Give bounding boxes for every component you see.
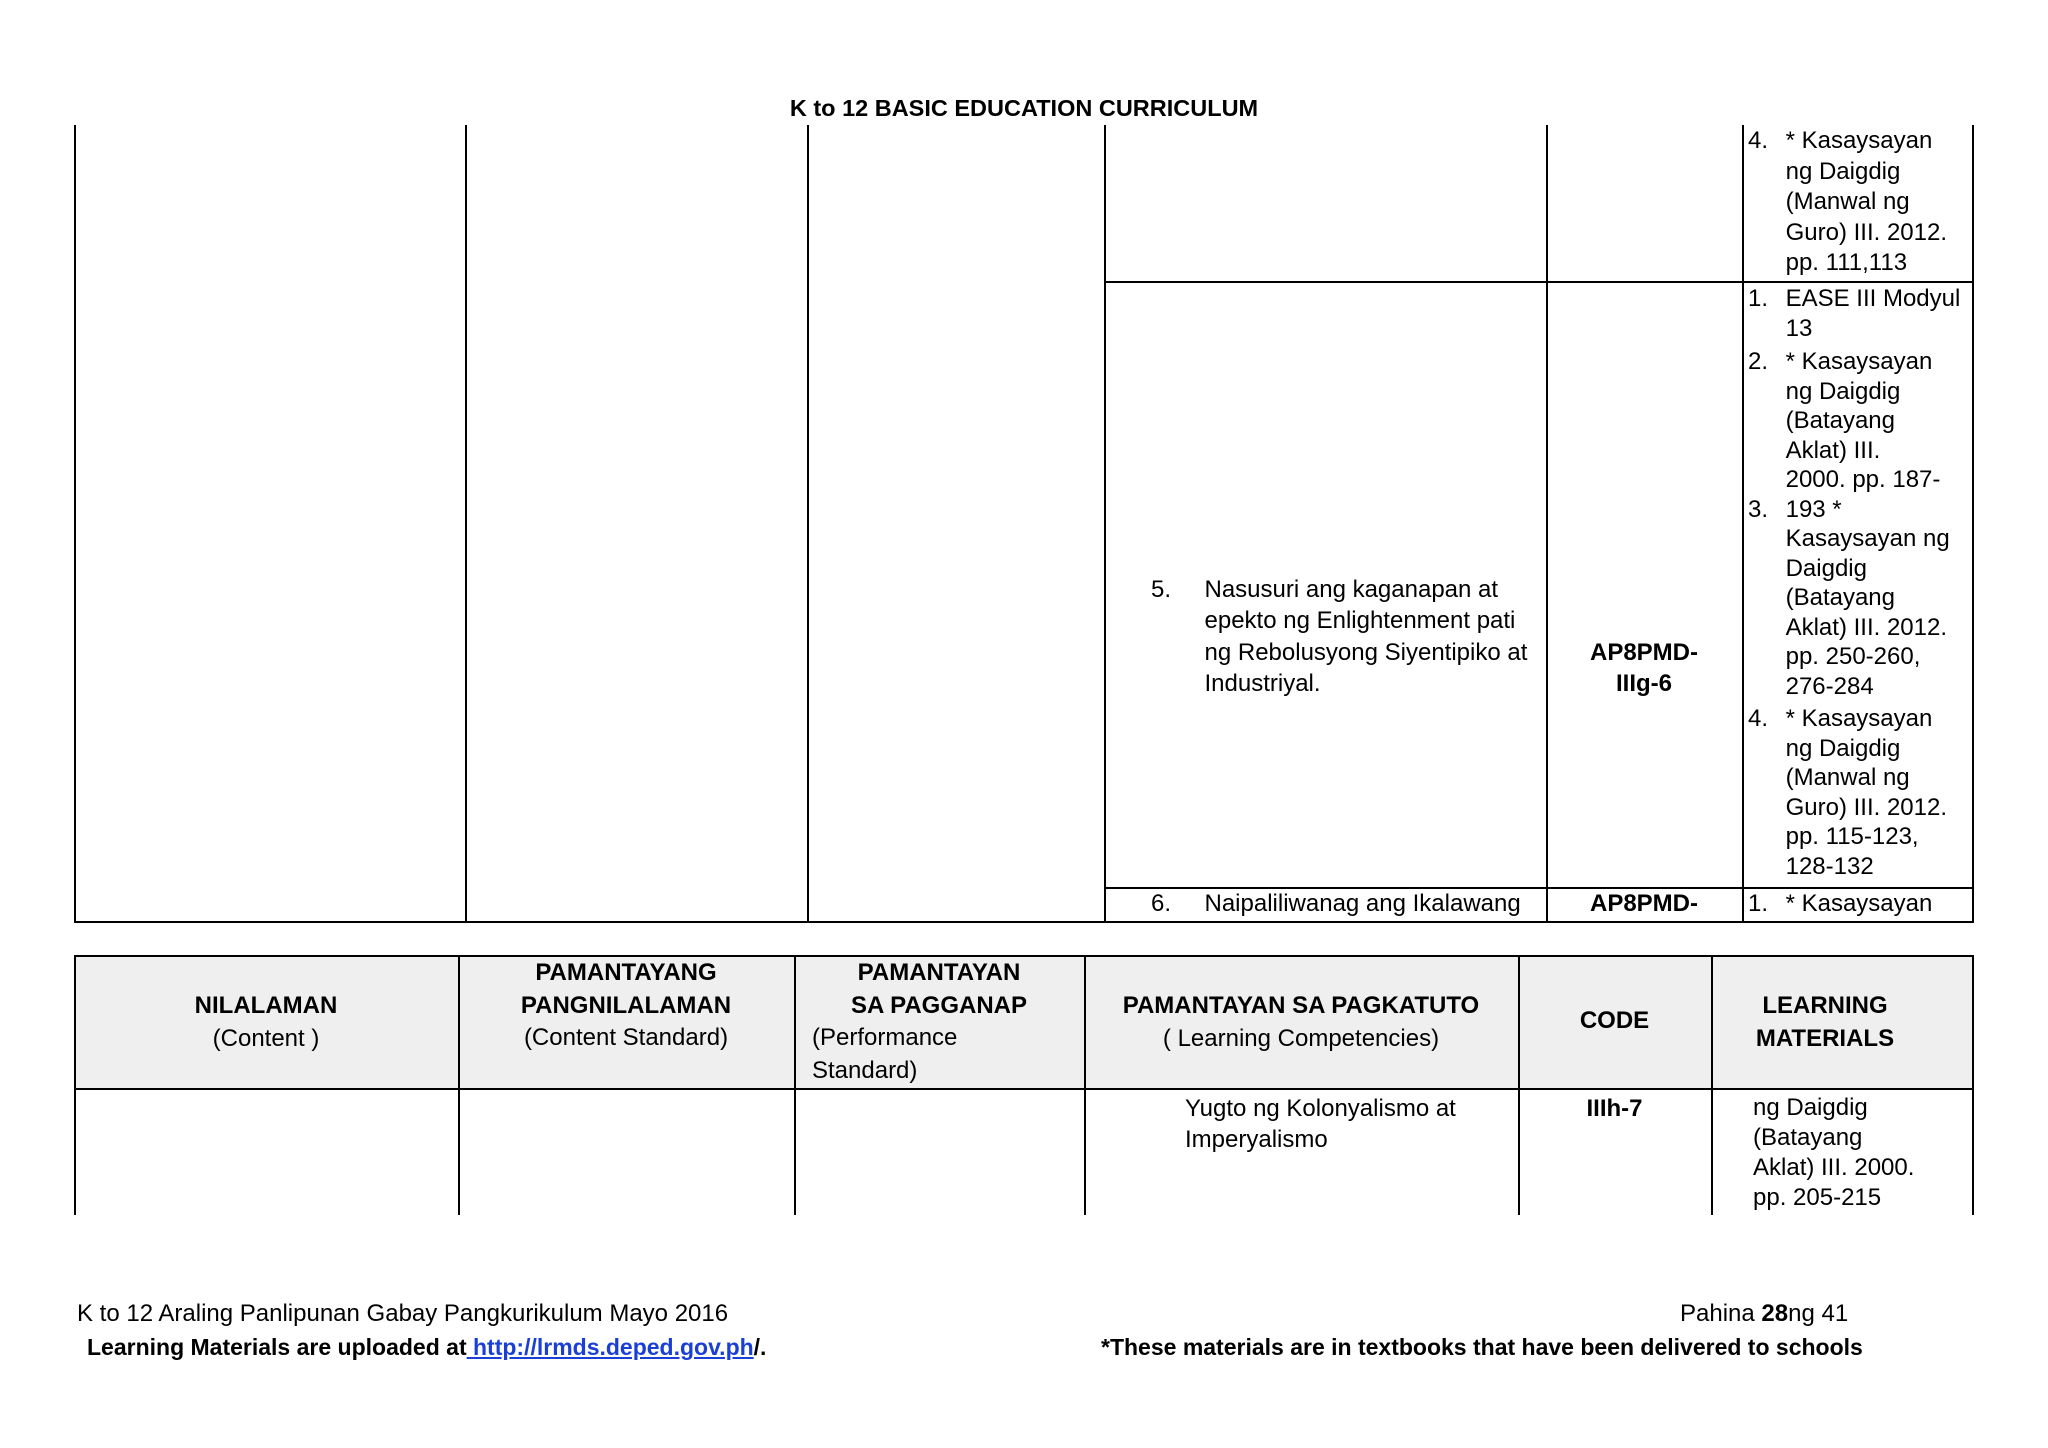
- material-line: 13: [1785, 314, 1813, 342]
- material-item-text: [1786, 495, 1950, 702]
- material-item-number: 1.: [1748, 285, 1769, 312]
- material-line: EASE III Modyul: [1785, 285, 1961, 312]
- material-line: Aklat) III. 2012.: [1785, 613, 1948, 641]
- column-divider: [465, 125, 467, 922]
- learning-competency-text: [1185, 1093, 1456, 1155]
- material-line: (Manwal ng: [1785, 764, 1910, 791]
- column-header-learning-materials: [1711, 990, 1939, 1055]
- competency-text: [1205, 574, 1528, 699]
- competency-line: ng Rebolusyong Siyentipiko at: [1204, 638, 1528, 666]
- learning-material-item: [1748, 704, 1947, 881]
- table-border-right: [1972, 125, 1974, 922]
- material-line: ng Daigdig: [1753, 1094, 1868, 1121]
- page-number-prefix: Pahina: [1680, 1300, 1762, 1327]
- uploaded-notice: [87, 1332, 766, 1362]
- page-title: K to 12 BASIC EDUCATION CURRICULUM: [789, 95, 1259, 121]
- learning-material-item: [1748, 495, 1950, 702]
- material-line: ng Daigdig: [1785, 377, 1901, 405]
- column-header-title: LEARNING: [1762, 992, 1888, 1019]
- material-item-text: [1786, 347, 1941, 495]
- uploaded-notice-after: /.: [753, 1334, 767, 1360]
- uploaded-notice-text: Learning Materials are uploaded at: [87, 1334, 467, 1360]
- learning-competency-item: [1151, 889, 1521, 919]
- column-header-subtitle: (Content Standard): [523, 1024, 729, 1051]
- column-header-title: SA PAGGANAP: [850, 991, 1027, 1019]
- column-header-title: PAMANTAYANG: [535, 959, 717, 986]
- header-row-divider: [74, 1088, 1974, 1090]
- column-header-title: CODE: [1579, 1007, 1650, 1034]
- lrmds-link[interactable]: http://lrmds.deped.gov.ph: [466, 1334, 754, 1360]
- material-line: 2000. pp. 187-: [1785, 466, 1941, 493]
- material-line: * Kasaysayan: [1785, 705, 1933, 732]
- table-border-left: [74, 125, 76, 922]
- column-divider: [1104, 125, 1106, 922]
- learning-material-text: [1753, 1093, 1914, 1213]
- material-line: (Batayang: [1753, 1124, 1863, 1151]
- learning-material-item: [1748, 889, 1932, 919]
- competency-code: [1546, 637, 1742, 700]
- material-line: 193 *: [1785, 495, 1842, 523]
- table-border-right: [1972, 955, 1974, 1215]
- material-item-number: 2.: [1748, 348, 1769, 375]
- column-header-subtitle: (Performance: [812, 1024, 958, 1051]
- column-header-title: PAMANTAYAN SA PAGKATUTO: [1122, 992, 1480, 1019]
- material-item-number: 4.: [1748, 705, 1769, 732]
- column-header-learning-competencies: [1084, 990, 1518, 1055]
- code-line: AP8PMD-: [1589, 890, 1698, 917]
- material-item-text: [1786, 126, 1947, 279]
- material-line: pp. 250-260,: [1785, 643, 1921, 670]
- column-header-title: MATERIALS: [1755, 1024, 1895, 1052]
- column-header-content-standard: [458, 957, 794, 1055]
- column-header-title: NILALAMAN: [194, 992, 338, 1019]
- column-divider: [1546, 125, 1548, 922]
- material-item-text: [1786, 704, 1947, 881]
- column-divider: [1518, 955, 1520, 1215]
- material-line: ng Daigdig: [1785, 157, 1901, 185]
- competency-number: 6.: [1151, 890, 1172, 917]
- learning-material-item: [1748, 284, 1960, 343]
- material-line: pp. 115-123,: [1785, 823, 1919, 850]
- material-line: (Batayang: [1785, 584, 1895, 611]
- material-item-number: 4.: [1748, 127, 1769, 154]
- material-line: 128-132: [1785, 852, 1874, 880]
- column-header-subtitle: ( Learning Competencies): [1162, 1024, 1440, 1052]
- column-header-subtitle: Standard): [812, 1056, 918, 1084]
- competency-number: 5.: [1151, 576, 1172, 603]
- material-line: Guro) III. 2012.: [1785, 218, 1948, 246]
- material-line: 276-284: [1785, 672, 1874, 700]
- code-line: IIIg-6: [1615, 670, 1672, 698]
- material-line: ng Daigdig: [1785, 734, 1901, 762]
- column-header-subtitle: (Content ): [212, 1024, 320, 1052]
- competency-line: Industriyal.: [1204, 669, 1321, 697]
- page-number-suffix: ng 41: [1788, 1300, 1849, 1327]
- column-header-title: PAMANTAYAN: [857, 959, 1021, 986]
- material-line: (Batayang: [1785, 407, 1895, 434]
- material-line: Aklat) III. 2000.: [1753, 1154, 1915, 1181]
- material-line: (Manwal ng: [1785, 188, 1910, 215]
- row-divider: [1104, 281, 1974, 283]
- material-line: Guro) III. 2012.: [1785, 793, 1948, 821]
- competency-code: [1546, 889, 1742, 919]
- competency-line: epekto ng Enlightenment pati: [1204, 607, 1516, 635]
- material-line: * Kasaysayan: [1785, 348, 1933, 375]
- column-header-code: [1518, 1005, 1711, 1038]
- textbook-note: *These materials are in textbooks that have been delivered to schools: [1101, 1334, 1863, 1360]
- page-number-current: 28: [1761, 1300, 1789, 1327]
- material-line: * Kasaysayan: [1785, 127, 1933, 154]
- material-line: Daigdig: [1785, 554, 1867, 582]
- table-border-bottom: [74, 921, 1974, 923]
- learning-material-item: [1748, 347, 1940, 495]
- competency-line: Nasusuri ang kaganapan at: [1204, 576, 1499, 603]
- column-divider: [807, 125, 809, 922]
- column-divider: [1742, 125, 1744, 922]
- material-item-text: [1786, 284, 1961, 343]
- material-line: Kasaysayan ng: [1785, 525, 1950, 552]
- material-line: * Kasaysayan: [1785, 890, 1933, 917]
- competency-code: [1518, 1093, 1711, 1124]
- learning-competency-item: [1151, 574, 1527, 699]
- competency-line: Naipaliliwanag ang Ikalawang: [1204, 890, 1521, 917]
- page-number: [1680, 1299, 1848, 1329]
- column-header-performance-standard: [794, 957, 1084, 1087]
- material-item-number: 3.: [1748, 495, 1769, 523]
- material-item-number: 1.: [1748, 890, 1769, 917]
- competency-line: Imperyalismo: [1185, 1125, 1328, 1153]
- material-line: pp. 205-215: [1753, 1184, 1882, 1211]
- column-header-nilalaman: [74, 990, 458, 1055]
- material-line: Aklat) III.: [1785, 436, 1881, 464]
- material-line: pp. 111,113: [1785, 249, 1908, 276]
- competency-line: Yugto ng Kolonyalismo at: [1185, 1094, 1456, 1122]
- code-line: AP8PMD-: [1589, 639, 1698, 666]
- material-item-text: [1786, 889, 1933, 919]
- learning-material-item: [1748, 126, 1947, 279]
- code-line: IIIh-7: [1586, 1094, 1643, 1122]
- curriculum-guide-label: K to 12 Araling Panlipunan Gabay Pangkurikulum Mayo 2016: [77, 1300, 729, 1327]
- competency-text: [1205, 889, 1521, 919]
- column-header-title: PANGNILALAMAN: [520, 991, 732, 1019]
